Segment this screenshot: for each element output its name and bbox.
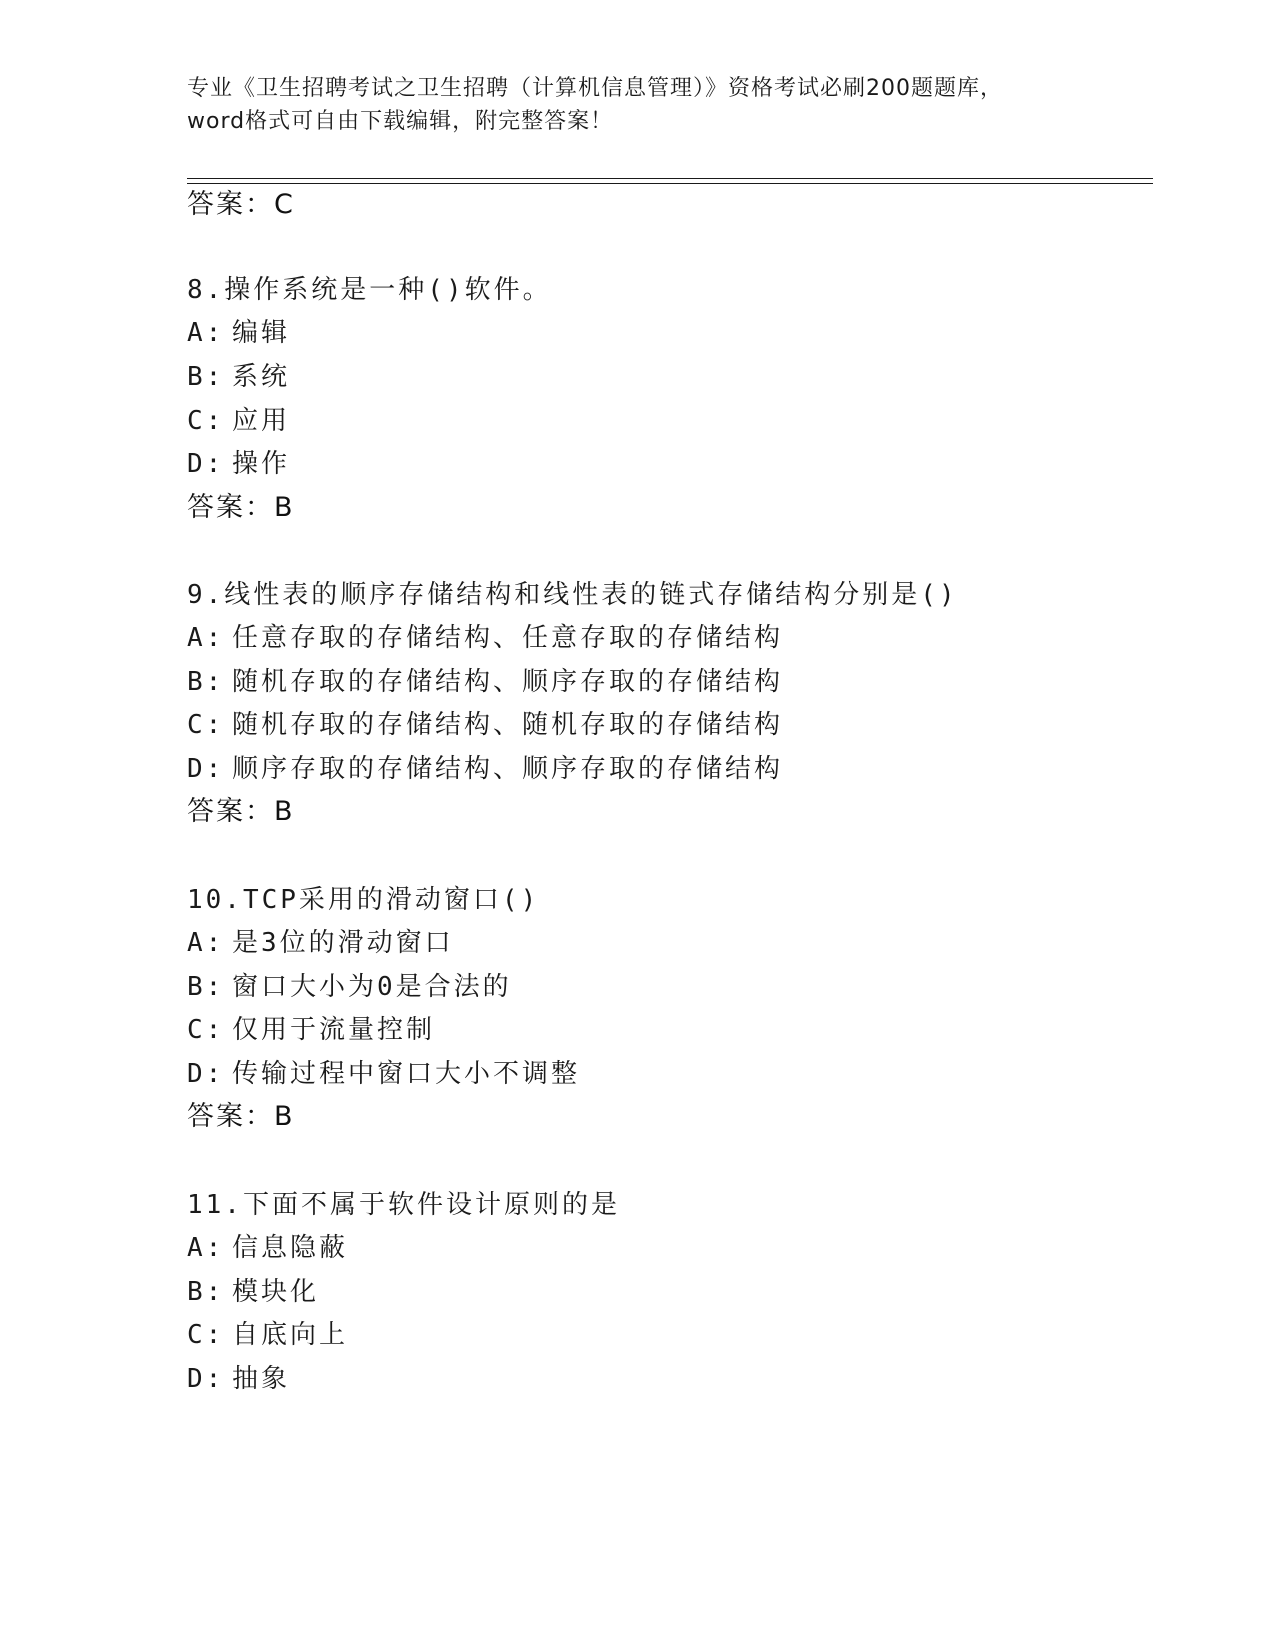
question-9-answer: 答案：B [187, 796, 295, 827]
question-8-answer: 答案：B [187, 492, 295, 523]
question-8-option-c [187, 404, 290, 438]
question-9-option-c [187, 708, 783, 742]
option-label: A: [187, 1233, 225, 1263]
question-10-option-a [187, 926, 454, 960]
option-text: 传输过程中窗口大小不调整 [232, 1059, 581, 1089]
option-text: 顺序存取的存储结构、顺序存取的存储结构 [232, 754, 784, 784]
option-label: D: [187, 1059, 225, 1089]
question-9-option-b [187, 665, 783, 699]
option-label: D: [187, 1364, 225, 1394]
header-double-rule [187, 178, 1153, 184]
option-label: B: [187, 667, 225, 697]
question-11-option-c [187, 1318, 348, 1352]
option-label: A: [187, 318, 225, 348]
option-label: B: [187, 972, 225, 1002]
question-9-stem: 9.线性表的顺序存储结构和线性表的链式存储结构分别是() [187, 580, 958, 610]
question-9-option-d [187, 752, 783, 786]
option-text: 自底向上 [232, 1320, 349, 1350]
option-text: 仅用于流量控制 [232, 1015, 436, 1045]
question-8-option-b [187, 360, 290, 394]
document-header [187, 72, 1087, 138]
question-8-option-d [187, 447, 290, 481]
option-text: 随机存取的存储结构、顺序存取的存储结构 [232, 667, 784, 697]
option-label: A: [187, 928, 225, 958]
question-10-option-c [187, 1013, 435, 1047]
option-label: B: [187, 1277, 225, 1307]
question-11-option-a [187, 1231, 348, 1265]
option-text: 编辑 [232, 318, 291, 348]
option-text: 随机存取的存储结构、随机存取的存储结构 [232, 710, 784, 740]
option-text: 窗口大小为0是合法的 [232, 972, 512, 1002]
option-label: C: [187, 406, 225, 436]
question-10-option-b [187, 970, 512, 1004]
option-label: C: [187, 710, 225, 740]
question-9-option-a [187, 621, 783, 655]
option-label: C: [187, 1015, 225, 1045]
header-title-line-2: word格式可自由下载编辑，附完整答案！ [187, 109, 614, 134]
question-11-option-d [187, 1362, 290, 1396]
option-text: 应用 [232, 406, 291, 436]
option-text: 是3位的滑动窗口 [232, 928, 454, 958]
question-11-option-b [187, 1275, 319, 1309]
option-label: C: [187, 1320, 225, 1350]
option-text: 抽象 [232, 1364, 291, 1394]
option-text: 任意存取的存储结构、任意存取的存储结构 [232, 623, 784, 653]
option-label: D: [187, 754, 225, 784]
question-8-option-a [187, 316, 290, 350]
option-label: B: [187, 362, 225, 392]
question-8-stem: 8.操作系统是一种()软件。 [187, 275, 552, 305]
question-10-answer: 答案：B [187, 1101, 295, 1132]
previous-answer: 答案：C [187, 189, 295, 220]
option-label: A: [187, 623, 225, 653]
option-text: 模块化 [232, 1277, 320, 1307]
option-label: D: [187, 449, 225, 479]
question-10-stem: 10.TCP采用的滑动窗口() [187, 885, 540, 915]
question-10-option-d [187, 1057, 580, 1091]
header-title-line-1: 专业《卫生招聘考试之卫生招聘（计算机信息管理）》资格考试必刷200题题库， [187, 76, 1003, 101]
option-text: 信息隐蔽 [232, 1233, 349, 1263]
option-text: 系统 [232, 362, 291, 392]
question-11-stem: 11.下面不属于软件设计原则的是 [187, 1190, 620, 1220]
option-text: 操作 [232, 449, 291, 479]
